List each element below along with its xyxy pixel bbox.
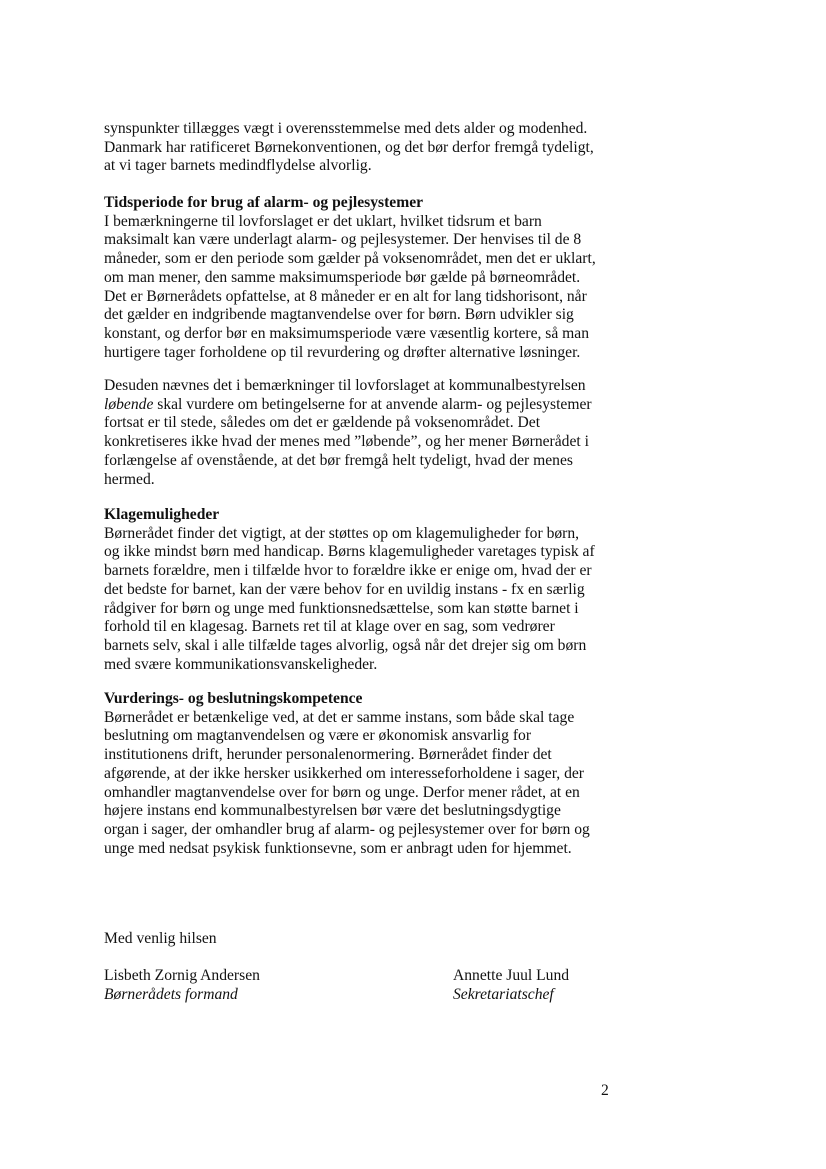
paragraph-line: Desuden nævnes det i bemærkninger til lovforslaget at kommunalbestyrelsen bbox=[104, 377, 586, 394]
paragraph-line: konstant, og derfor bør en maksimumsperiode være væsentlig kortere, så man bbox=[104, 324, 590, 342]
paragraph-line bbox=[104, 396, 624, 415]
paragraph-line: organ i sager, der omhandler brug af alarm- og pejlesystemer over for børn og bbox=[104, 820, 590, 838]
section-heading: Klagemuligheder bbox=[104, 506, 220, 523]
page-number: 2 bbox=[601, 1082, 609, 1099]
paragraph-line-rest: skal vurdere om betingelserne for at anvende alarm- og pejlesystemer bbox=[153, 395, 592, 413]
paragraph-line: omhandler magtanvendelse over for børn og unge. Derfor mener rådet, at en bbox=[104, 783, 580, 801]
closing-greeting: Med venlig hilsen bbox=[104, 930, 217, 947]
signer-name: Annette Juul Lund bbox=[453, 967, 570, 984]
paragraph-line: Det er Børnerådets opfattelse, at 8 måneder er en alt for lang tidshorisont, når bbox=[104, 287, 587, 305]
paragraph-line: Børnerådet finder det vigtigt, at der støttes op om klagemuligheder for børn, bbox=[104, 524, 580, 542]
signer-name: Lisbeth Zornig Andersen bbox=[104, 967, 260, 984]
section-ongoing bbox=[104, 377, 624, 489]
section-competence bbox=[104, 690, 624, 858]
paragraph-line: Danmark har ratificeret Børnekonventionen, og det bør derfor fremgå tydeligt, bbox=[104, 138, 594, 156]
paragraph-line: det gælder en indgribende magtanvendelse over for børn. Børn udvikler sig bbox=[104, 306, 574, 324]
emphasis-text: løbende bbox=[104, 395, 154, 413]
paragraph-line: det bedste for barnet, kan der være behov for en uvildig instans - fx en særlig bbox=[104, 580, 585, 598]
paragraph-line: hurtigere tager forholdene op til revurdering og drøfter alternative løsninger. bbox=[104, 343, 581, 361]
section-complaints bbox=[104, 506, 624, 674]
paragraph-line: at vi tager barnets medindflydelse alvorlig. bbox=[104, 157, 372, 175]
paragraph-line: rådgiver for børn og unge med funktionsnedsættelse, som kan støtte barnet i bbox=[104, 599, 579, 617]
paragraph-line: Børnerådet er betænkelige ved, at det er samme instans, som både skal tage bbox=[104, 708, 575, 726]
signer-title: Børnerådets formand bbox=[104, 985, 238, 1003]
paragraph-line: barnets selv, skal i alle tilfælde tages alvorlig, også når det drejer sig om børn bbox=[104, 636, 587, 654]
paragraph-line: I bemærkningerne til lovforslaget er det uklart, hvilket tidsrum et barn bbox=[104, 212, 542, 230]
signer-title: Sekretariatschef bbox=[453, 985, 554, 1003]
paragraph-line: fortsat er til stede, således om det er gældende på voksenområdet. Det bbox=[104, 414, 541, 432]
paragraph-line: maksimalt kan være underlagt alarm- og pejlesystemer. Der henvises til de 8 bbox=[104, 231, 582, 249]
section-period bbox=[104, 194, 624, 362]
paragraph-line: hermed. bbox=[104, 470, 155, 488]
paragraph-line: konkretiseres ikke hvad der menes med ”løbende”, og her mener Børnerådet i bbox=[104, 433, 589, 451]
signature-block-chair bbox=[104, 967, 260, 1004]
paragraph-line: forlængelse af ovenstående, at det bør fremgå helt tydeligt, hvad der menes bbox=[104, 451, 573, 469]
paragraph-line: højere instans end kommunalbestyrelsen bør være det beslutningsdygtige bbox=[104, 802, 561, 820]
paragraph-line: forhold til en klagesag. Barnets ret til at klage over en sag, som vedrører bbox=[104, 618, 555, 636]
paragraph-line: unge med nedsat psykisk funktionsevne, som er anbragt uden for hjemmet. bbox=[104, 839, 572, 857]
paragraph-line: om man mener, den samme maksimumsperiode bør gælde på børneområdet. bbox=[104, 268, 581, 286]
paragraph-line: beslutning om magtanvendelsen og være er økonomisk ansvarlig for bbox=[104, 727, 532, 745]
signature-block-secretariat bbox=[453, 967, 569, 1004]
paragraph-line: og ikke mindst børn med handicap. Børns klagemuligheder varetages typisk af bbox=[104, 543, 595, 561]
section-heading: Tidsperiode for brug af alarm- og pejlesystemer bbox=[104, 194, 424, 211]
paragraph-line: institutionens drift, herunder personalenormering. Børnerådet finder det bbox=[104, 746, 552, 764]
paragraph-line: synspunkter tillægges vægt i overensstemmelse med dets alder og modenhed. bbox=[104, 120, 588, 137]
paragraph-line: barnets forældre, men i tilfælde hvor to forældre ikke er enige om, hvad der er bbox=[104, 562, 592, 580]
paragraph-line: med svære kommunikationsvanskeligheder. bbox=[104, 655, 378, 673]
paragraph-line: afgørende, at der ikke hersker usikkerhed om interesseforholdene i sager, der bbox=[104, 764, 584, 782]
paragraph-line: måneder, som er den periode som gælder på voksenområdet, men det er uklart, bbox=[104, 250, 596, 268]
section-heading: Vurderings- og beslutningskompetence bbox=[104, 690, 363, 707]
intro-paragraph bbox=[104, 120, 624, 176]
